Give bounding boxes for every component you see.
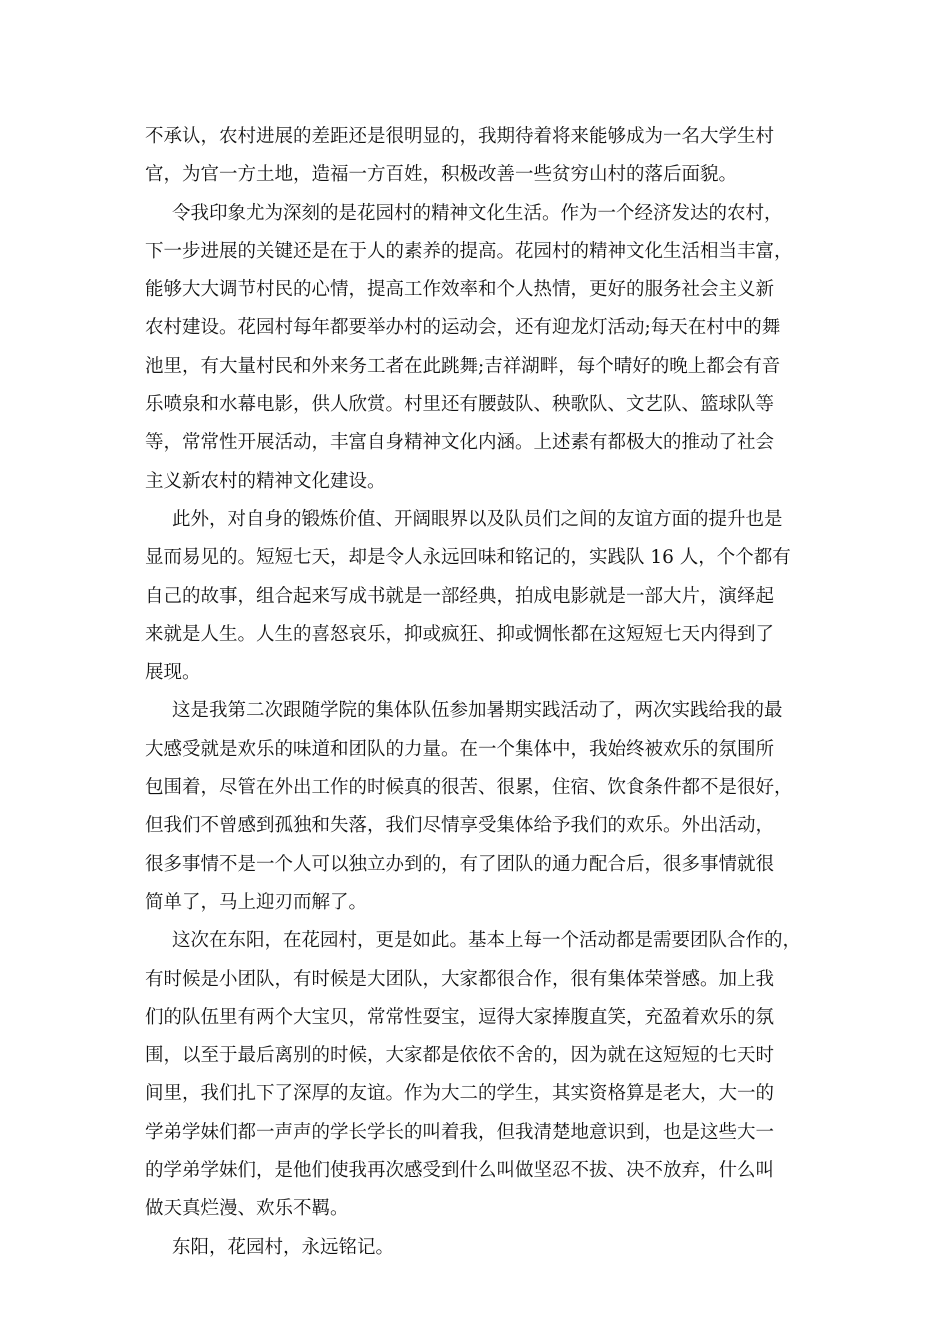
text-line: 这是我第二次跟随学院的集体队伍参加暑期实践活动了，两次实践给我的最 (172, 700, 783, 722)
text-line: 显而易见的。短短七天，却是令人永远回味和铭记的，实践队 16 人，个个都有 (145, 547, 791, 569)
text-line: 官，为官一方土地，造福一方百姓，积极改善一些贫穷山村的落后面貌。 (145, 164, 738, 186)
text-line: 自己的故事，组合起来写成书就是一部经典，拍成电影就是一部大片，演绎起 (145, 585, 775, 607)
text-line: 能够大大调节村民的心情，提高工作效率和个人热情，更好的服务社会主义新 (145, 279, 775, 301)
text-line: 此外，对自身的锻炼价值、开阔眼界以及队员们之间的友谊方面的提升也是 (172, 508, 783, 530)
text-line: 包围着，尽管在外出工作的时候真的很苦、很累，住宿、饮食条件都不是很好， (145, 777, 793, 799)
text-line: 学弟学妹们都一声声的学长学长的叫着我，但我清楚地意识到，也是这些大一 (145, 1121, 775, 1143)
text-line: 下一步进展的关键还是在于人的素养的提高。花园村的精神文化生活相当丰富， (145, 240, 793, 262)
document-body (145, 118, 825, 1267)
text-line: 展现。 (145, 662, 201, 684)
text-line: 简单了，马上迎刃而解了。 (145, 891, 368, 913)
text-line: 东阳，花园村，永远铭记。 (172, 1236, 395, 1258)
text-line: 但我们不曾感到孤独和失落，我们尽情享受集体给予我们的欢乐。外出活动， (145, 815, 775, 837)
text-line: 们的队伍里有两个大宝贝，常常性耍宝，逗得大家捧腹直笑，充盈着欢乐的氛 (145, 1006, 775, 1028)
text-line: 乐喷泉和水幕电影，供人欣赏。村里还有腰鼓队、秧歌队、文艺队、篮球队等 (145, 394, 775, 416)
text-line: 池里，有大量村民和外来务工者在此跳舞;吉祥湖畔，每个晴好的晚上都会有音 (145, 355, 781, 377)
text-line: 不承认，农村进展的差距还是很明显的，我期待着将来能够成为一名大学生村 (145, 126, 775, 147)
text-line: 围，以至于最后离别的时候，大家都是依依不舍的，因为就在这短短的七天时 (145, 1045, 775, 1067)
text-line: 等，常常性开展活动，丰富自身精神文化内涵。上述素有都极大的推动了社会 (145, 432, 775, 454)
text-line: 大感受就是欢乐的味道和团队的力量。在一个集体中，我始终被欢乐的氛围所 (145, 738, 775, 760)
text-line: 很多事情不是一个人可以独立办到的，有了团队的通力配合后，很多事情就很 (145, 853, 775, 875)
text-line: 农村建设。花园村每年都要举办村的运动会，还有迎龙灯活动;每天在村中的舞 (145, 317, 781, 339)
text-line: 的学弟学妹们，是他们使我再次感受到什么叫做坚忍不拔、决不放弃，什么叫 (145, 1160, 775, 1182)
text-line: 做天真烂漫、欢乐不羁。 (145, 1198, 349, 1220)
text-line: 有时候是小团队，有时候是大团队，大家都很合作，很有集体荣誉感。加上我 (145, 968, 775, 990)
text-line: 令我印象尤为深刻的是花园村的精神文化生活。作为一个经济发达的农村， (172, 202, 783, 224)
text-line: 主义新农村的精神文化建设。 (145, 470, 386, 492)
text-line: 来就是人生。人生的喜怒哀乐，抑或疯狂、抑或惆怅都在这短短七天内得到了 (145, 623, 775, 645)
text-line: 这次在东阳，在花园村，更是如此。基本上每一个活动都是需要团队合作的， (172, 930, 802, 952)
text-line: 间里，我们扎下了深厚的友谊。作为大二的学生，其实资格算是老大，大一的 (145, 1083, 775, 1105)
